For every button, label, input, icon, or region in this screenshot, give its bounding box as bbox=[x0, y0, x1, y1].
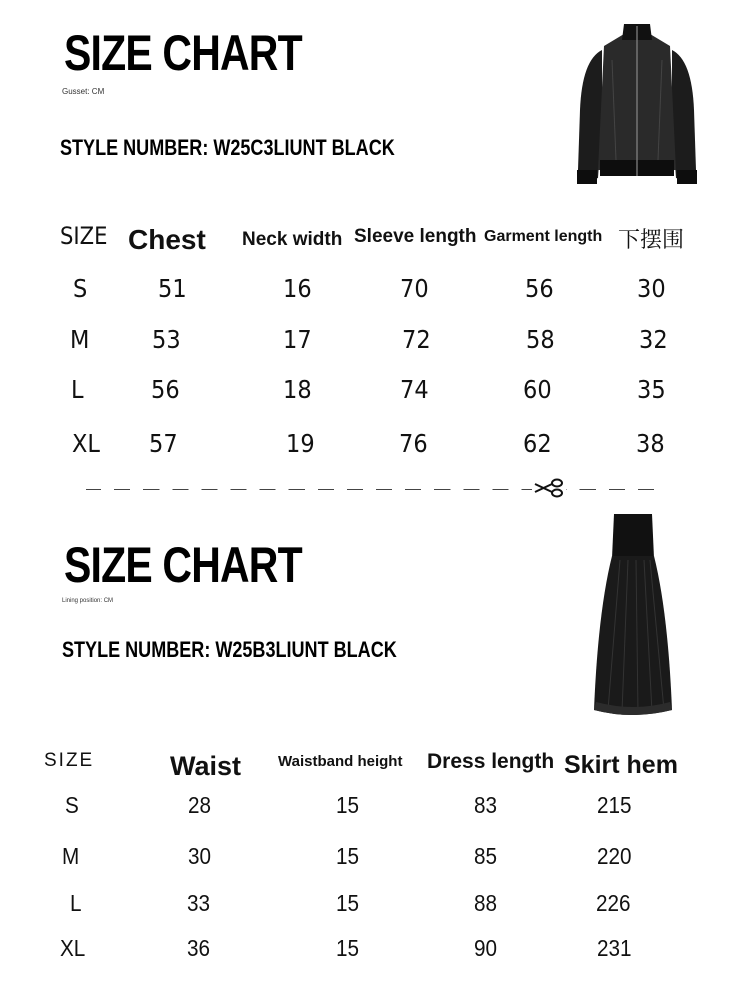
table-cell: 36 bbox=[187, 935, 211, 961]
table-cell: 215 bbox=[597, 792, 632, 818]
table-cell: 74 bbox=[400, 375, 429, 404]
header-chest: Chest bbox=[128, 224, 206, 255]
header-waistband-height: Waistband height bbox=[278, 753, 403, 770]
table-cell: 15 bbox=[336, 792, 360, 818]
table-cell: 15 bbox=[336, 843, 360, 869]
table-cell: 85 bbox=[474, 843, 498, 869]
table-cell: 32 bbox=[639, 325, 668, 354]
table-cell: L bbox=[71, 375, 84, 404]
table-cell: 15 bbox=[336, 935, 360, 961]
table-cell: 51 bbox=[158, 274, 187, 303]
table-cell: 88 bbox=[474, 890, 498, 916]
table-cell: 56 bbox=[151, 375, 180, 404]
table-cell: 220 bbox=[597, 843, 632, 869]
table-cell: 76 bbox=[399, 429, 428, 458]
table-cell: 90 bbox=[474, 935, 498, 961]
skirt-image bbox=[590, 512, 676, 722]
table-cell: 83 bbox=[474, 792, 498, 818]
table-cell: 38 bbox=[636, 429, 665, 458]
table-cell: 231 bbox=[597, 935, 632, 961]
table-cell: 57 bbox=[149, 429, 178, 458]
header-skirt-hem: Skirt hem bbox=[564, 751, 678, 779]
table-cell: 30 bbox=[637, 274, 666, 303]
bottom-style-number: STYLE NUMBER: W25B3LIUNT BLACK bbox=[62, 637, 397, 662]
bottom-chart-title: SIZE CHART bbox=[64, 537, 302, 593]
table-cell: M bbox=[62, 843, 80, 869]
table-cell: 18 bbox=[283, 375, 312, 404]
header-hem-circumference: 下摆围 bbox=[618, 228, 685, 253]
jacket-image bbox=[572, 20, 702, 188]
scissors-icon bbox=[532, 477, 566, 499]
top-style-number: STYLE NUMBER: W25C3LIUNT BLACK bbox=[60, 135, 395, 160]
table-cell: M bbox=[70, 325, 90, 354]
header-waist: Waist bbox=[170, 751, 242, 781]
top-chart-title: SIZE CHART bbox=[64, 25, 302, 81]
table-cell: S bbox=[73, 274, 88, 303]
header-dress-length: Dress length bbox=[427, 750, 555, 773]
table-cell: XL bbox=[72, 429, 100, 458]
bottom-chart-subtitle: Lining position: CM bbox=[62, 598, 114, 604]
table-cell: 15 bbox=[336, 890, 360, 916]
table-cell: XL bbox=[60, 935, 86, 961]
table-cell: 33 bbox=[187, 890, 211, 916]
table-cell: 53 bbox=[152, 325, 181, 354]
table-cell: 17 bbox=[283, 325, 312, 354]
table-cell: L bbox=[70, 890, 82, 916]
table-cell: 30 bbox=[188, 843, 212, 869]
table-cell: 60 bbox=[523, 375, 552, 404]
table-cell: 226 bbox=[596, 890, 631, 916]
top-chart-subtitle: Gusset: CM bbox=[62, 87, 105, 96]
table-cell: 19 bbox=[286, 429, 315, 458]
table-cell: 70 bbox=[400, 274, 429, 303]
table-cell: S bbox=[65, 792, 79, 818]
table-cell: 16 bbox=[283, 274, 312, 303]
header-sleeve-length: Sleeve length bbox=[354, 226, 477, 247]
table-cell: 35 bbox=[637, 375, 666, 404]
table-cell: 62 bbox=[523, 429, 552, 458]
header-size: SIZE bbox=[44, 750, 95, 771]
table-cell: 56 bbox=[525, 274, 554, 303]
header-neck-width: Neck width bbox=[242, 229, 343, 250]
cut-line-divider bbox=[86, 489, 666, 490]
table-cell: 28 bbox=[188, 792, 212, 818]
table-cell: 58 bbox=[526, 325, 555, 354]
table-cell: 72 bbox=[402, 325, 431, 354]
header-garment-length: Garment length bbox=[484, 228, 603, 245]
header-size: SIZE bbox=[60, 222, 108, 250]
